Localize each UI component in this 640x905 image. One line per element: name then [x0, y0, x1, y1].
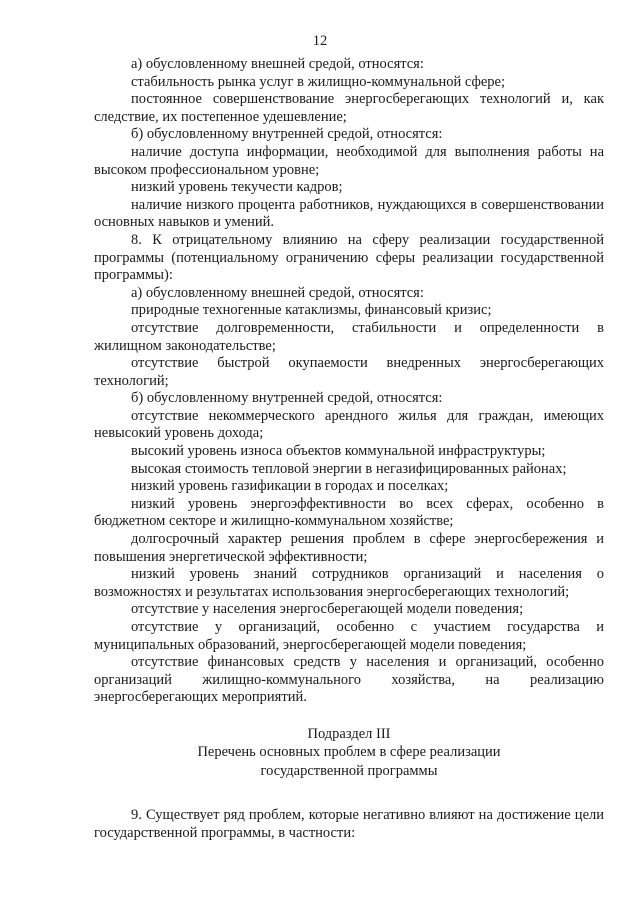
paragraph: отсутствие у организаций, особенно с участием государства и муниципальных образований, энергосберегающей модели поведения; — [94, 619, 604, 653]
paragraph: низкий уровень энергоэффективности во всех сферах, особенно в бюджетном секторе и жилищно-коммунальном хозяйстве; — [94, 495, 604, 530]
paragraph: высокая стоимость тепловой энергии в негазифицированных районах; — [131, 460, 567, 477]
paragraph: 8. К отрицательному влиянию на сферу реализации государственной программы (потенциальному ограничению сферы реализации государственной программы): — [94, 231, 604, 284]
paragraph: а) обусловленному внешней средой, относятся: — [131, 56, 424, 72]
document-body — [94, 56, 604, 842]
subsection-title-line: государственной программы — [260, 762, 438, 779]
paragraph: низкий уровень текучести кадров; — [131, 179, 343, 196]
paragraph: б) обусловленному внутренней средой, относятся: — [131, 390, 443, 407]
paragraph: отсутствие некоммерческого арендного жилья для граждан, имеющих невысокий уровень дохода; — [94, 407, 604, 442]
paragraph: отсутствие финансовых средств у населения и организаций, особенно организаций жилищно-коммунального хозяйства, на реализацию энергосберегающих мероприятий. — [94, 654, 604, 706]
subsection-title-line: Перечень основных проблем в сфере реализации — [197, 744, 501, 761]
paragraph: долгосрочный характер решения проблем в сфере энергосбережения и повышения энергетической эффективности; — [94, 531, 604, 565]
paragraph: наличие низкого процента работников, нуждающихся в совершенствовании основных навыков и умений. — [94, 196, 604, 231]
subsection-heading — [94, 725, 604, 780]
paragraph: а) обусловленному внешней средой, относятся: — [131, 284, 424, 301]
paragraph: стабильность рынка услуг в жилищно-коммунальной сфере; — [131, 73, 505, 90]
paragraph: высокий уровень износа объектов коммунальной инфраструктуры; — [131, 443, 546, 460]
paragraph: постоянное совершенствование энергосберегающих технологий и, как следствие, их постепенное удешевление; — [94, 91, 604, 125]
paragraph: низкий уровень знаний сотрудников организаций и населения о возможностях и результатах использования энергосберегающих технологий; — [94, 566, 604, 600]
paragraph: б) обусловленному внутренней средой, относятся: — [131, 126, 443, 143]
paragraph: отсутствие быстрой окупаемости внедренных энергосберегающих технологий; — [94, 355, 604, 389]
page-number: 12 — [312, 33, 328, 49]
paragraph: наличие доступа информации, необходимой для выполнения работы на высоком профессиональном уровне; — [94, 143, 604, 178]
spacer — [94, 780, 604, 807]
paragraph: низкий уровень газификации в городах и поселках; — [131, 478, 449, 495]
paragraph: природные техногенные катаклизмы, финансовый кризис; — [131, 302, 492, 319]
paragraph: 9. Существует ряд проблем, которые негативно влияют на достижение цели государственной программы, в частности: — [94, 807, 604, 841]
subsection-number: Подраздел III — [307, 725, 391, 742]
paragraph: отсутствие долговременности, стабильности и определенности в жилищном законодательстве; — [94, 319, 604, 354]
paragraph: отсутствие у населения энергосберегающей модели поведения; — [131, 601, 524, 618]
